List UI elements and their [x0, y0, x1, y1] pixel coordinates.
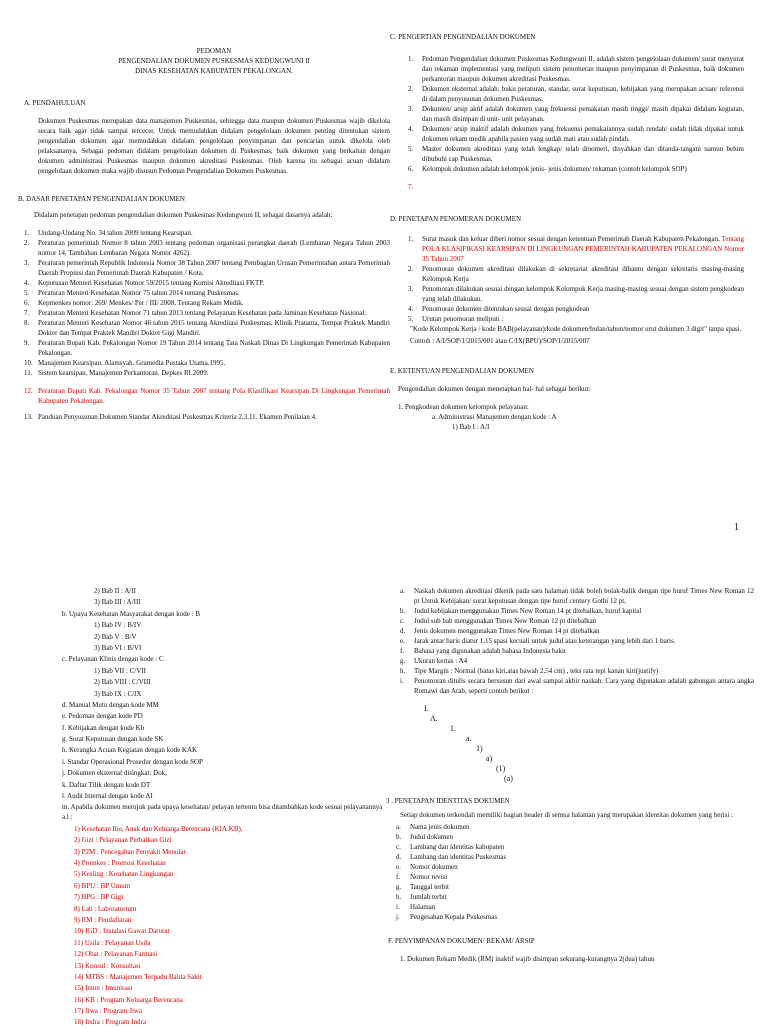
list-item-number: i.: [400, 677, 404, 685]
list-item: [396, 852, 754, 862]
list-item: [408, 144, 744, 164]
list-item: [400, 646, 754, 656]
left-column-page-2: [34, 586, 386, 1029]
section-d-heading: D. PENETAPAN PENOMERAN DOKUMEN: [390, 215, 522, 223]
list-item-number: 5.: [408, 315, 414, 323]
list-line: i. Standar Operasional Prosedur dengan kode SOP: [62, 757, 203, 766]
list-line: 12) Obat : Pelayanan Farmasi: [74, 950, 158, 959]
section-a-heading: A. PENDAHULUAN: [24, 99, 86, 107]
list-item-text: Judul kebijakan menggunakan Times New Roman 14 pt ditebalkan, huruf kapital: [414, 607, 642, 615]
list-item: [400, 626, 754, 636]
list-line: 7) BPG : BP Gigi: [74, 893, 124, 902]
list-item: [24, 318, 390, 338]
list-line: 14) MTBS : Manajemen Terpadu Balita Sakit: [74, 972, 202, 981]
list-item-number: 11.: [24, 369, 33, 377]
list-item-text: Judul dokumen: [410, 833, 453, 841]
list-item-text: Jenis dokumen menggunakan Times New Roman 14 pt ditebalkan: [414, 627, 600, 635]
list-item-number: 2.: [24, 239, 30, 247]
list-line: 16) KB : Program Keluarga Berencana: [74, 995, 183, 1004]
list-item-text: Jumlah terbit: [410, 893, 447, 901]
list-item: [396, 832, 754, 842]
list-line: j. Dokumen eksternal disingkat: Dok,: [62, 769, 167, 778]
section-3-heading: 3 . PENETAPAN IDENTITAS DOKUMEN: [386, 797, 510, 805]
list-item-text: Peraturan pemerintah Nomor 8 tahun 2003 tentang pedoman organisasi perangkat daerah (Lembaran Negara Tahun 2003 nomor 14, Tambahan Lembaran Negara Nomor 4262).: [38, 239, 390, 257]
list-item-text: Tanggal terbit: [410, 883, 449, 891]
list-item-text: Peraturan pemerintah Republik Indonesia Nomor 38 Tahun 2007 tentang Pembagian Urusan Pemerintahan antara Pemerintah Daerah Propinsi dan Pemerintah Daerah Kabupaten / Kota.: [38, 259, 390, 277]
list-item-number: a.: [396, 823, 401, 831]
section-b-item-13: 13. Panduan Penyusunan Dokumen Standar Akreditasi Puskesmas Kriteria 2.3.11. Ekamen Penilaian 4.: [24, 413, 317, 421]
list-item-number: h.: [400, 667, 406, 675]
list-item-number: 4.: [408, 305, 414, 313]
doc-title-line-2: PENGENDALIAN DOKUMEN PUSKESMAS KEDUNGWUNI II: [118, 57, 310, 65]
list-item: [408, 314, 744, 324]
list-line: 3) P2M : Pencegahan Penyakit Menular: [74, 847, 186, 856]
list-line: 15) Imun : Imunisasi: [74, 984, 133, 993]
list-line: 3) Bab III : A/III: [94, 598, 141, 607]
section-e-item-1a: a. Administrasi Manajemen dengan kode : A: [432, 413, 557, 421]
document-page-2: [0, 556, 768, 1027]
list-line: 1) Bab VII : C/VII: [94, 666, 146, 675]
section-d-item-1: 1. Surat masuk dan keluar diberi nomor sesuai dengan ketentuan Pemerintah Daerah Kabupaten Pekalongan, Tentang POLA KLASIFIKASI KEARSIPAN DI LINGKUNGAN PEMERINTAH KABUPATEN PEKALONGAN Nomor 35 Tahun 2007: [408, 235, 744, 263]
list-item-text: Urutan penomoran meliputi :: [422, 315, 504, 323]
list-item: [400, 656, 754, 666]
list-item: [396, 902, 754, 912]
list-item: [396, 842, 754, 852]
list-item-number: 6.: [24, 299, 30, 307]
list-item: [408, 284, 744, 304]
list-item: [24, 358, 390, 368]
list-item: [408, 304, 744, 314]
list-line: a): [486, 754, 493, 763]
list-line: d. Manual Mutu dengan kode MM: [62, 700, 159, 709]
list-line: 1): [476, 744, 483, 753]
list-line: 5) Kesling : Kesehatan Lingkungan: [74, 870, 174, 879]
list-item-text: Undang-Undang No. 34 tahun 2009 tentang Kearsipan.: [38, 229, 193, 237]
list-line: 18) Indra : Program Indra: [74, 1018, 146, 1027]
list-item-number: 10.: [24, 359, 33, 367]
list-line: 1.: [450, 724, 456, 733]
section-d-example: Contoh : A/I/SOP/1/2015/001 atau C/IX(BPU)/SOP/1/2015/007: [410, 337, 590, 345]
list-line: 13) Konsul : Konsultasi: [74, 961, 141, 970]
list-item: [396, 892, 754, 902]
section-c-list: [408, 54, 744, 174]
list-item-text: Judul sub bab menggunakan Times New Roman 12 pt ditebalkan: [414, 617, 597, 625]
list-line: 1) Kesehatan Ibu, Anak dan Keluarga Berencana (KIA.KB),: [74, 824, 243, 833]
list-item-text: Nomor dokumen: [410, 863, 458, 871]
list-item-text: Kelompok dokumen adalah kelompok jenis- jenis dokumen/ rekaman (contoh kelompok SOP): [422, 165, 687, 173]
list-item-text: Penomoran dokumen akreditasi dilakukan di sekretariat akreditasi dibantu dengan sekretaris masing-masing Kelompok Kerja: [422, 265, 744, 283]
list-item: [396, 862, 754, 872]
list-item: [400, 616, 754, 626]
page-number: 1: [734, 522, 739, 533]
section-b-item-12: 12. Peraturan Bupati Kab. Pekalongan Nomor 35 Tahun 2007 tentang Pola Klasifikasi Kearsipan Di Lingkungan Pemerintah Kabupaten Pekalongan.: [24, 387, 390, 405]
list-item: [400, 666, 754, 676]
section-b-list: [24, 228, 390, 378]
list-item-number: f.: [396, 873, 401, 881]
format-item-a: a. Naskah dokumen akreditasi diketik pada satu halaman tidak boleh bolak-balik dengan tipe huruf Times New Roman 12 pt Untuk Kebijakan/ surat keputusan dengan tipe huruf century Gothi 12 pt,: [400, 587, 754, 605]
list-item-text: Penomoran dilakukan sesuai dengan kelompok Kelompok Kerja masing-masing sesuai dengan sistem pengkodean yang telah dilakukan.: [422, 285, 744, 303]
list-item: [24, 288, 390, 298]
right-column-page-2: [386, 586, 754, 964]
list-item-text: Penomoran ditulis secara bersusun dari awal sampai akhir naskah. Cara yang digunakan adalah gabungan antara angka Romawi dan Arab, seperti contoh berikut :: [414, 677, 754, 695]
list-line: g. Surat Keputusan dengan kode SK: [62, 735, 164, 744]
list-item: [24, 278, 390, 288]
list-item: [408, 84, 744, 104]
list-line: 6) BPU : BP Umum: [74, 881, 131, 890]
left-column-page-1: [18, 46, 390, 422]
list-line: 11) Usila : Pelayanan Usila: [74, 938, 151, 947]
right-column-page-1: [390, 32, 744, 432]
section-e-item-1a1: 1) Bab I : A/I: [452, 423, 490, 431]
numbering-outline: [424, 704, 754, 784]
list-item-text: Dokumen/ arsip aktif adalah dokumen yang frekuensi pemakaian masih tinggi/ masih dipakai didalam kegiatan, dan masih disimpan di unit- unit pelayanan.: [422, 105, 744, 123]
list-item: [24, 238, 390, 258]
list-item-text: Tipe Margin : Normal (batas kiri,atas bawah 2,54 cm) , teks rata tepi kanan kiri(justify): [414, 667, 659, 675]
list-line: 10) IGD : Instalasi Gawat Darurat: [74, 927, 170, 936]
list-item-number: 5.: [24, 289, 30, 297]
list-item-number: 5.: [408, 145, 414, 153]
list-item: [408, 54, 744, 84]
list-item-text: Penomoran dokumen ditentukan sesuai dengan pengkodean: [422, 305, 590, 313]
list-item-text: Keputusan Menteri Kesehatan Nomor 59/2015 tentang Komisi Akreditasi FKTP.: [38, 279, 265, 287]
doc-title-line-1: PEDOMAN: [196, 47, 232, 55]
list-item: [24, 228, 390, 238]
list-item: [24, 258, 390, 278]
list-item: [24, 298, 390, 308]
list-item-text: Lambang dan identitas Puskesmas: [410, 853, 507, 861]
list-line: 2) Bab V : B/V: [94, 632, 137, 641]
list-line: e. Pedoman dengan kode PD: [62, 712, 143, 721]
section-e-item-1: 1. Pengkodean dokumen kelompok pelayanan:: [398, 403, 529, 411]
list-line: a.: [466, 734, 472, 743]
list-item-number: d.: [396, 853, 402, 861]
list-line: 3) Bab IX : C/IX: [94, 689, 142, 698]
list-item: [24, 338, 390, 358]
list-item: [400, 676, 754, 696]
list-item-number: e.: [400, 637, 405, 645]
list-item-text: Dokumen/ arsip inaktif adalah dokumen yang frekuensi pemakaiannya sudah rendah/ sudah tidak dipakai untuk dokumen rekam medik apabila pasien yang sudah mati atau sudah pindah.: [422, 125, 744, 143]
list-item-text: Sistem kearsipan. Manajemen Perkantoran. Depkes RI.2009.: [38, 369, 209, 377]
list-item: [408, 104, 744, 124]
list-item-text: Lambang dan identitas kabupaten: [410, 843, 505, 851]
list-item: [408, 264, 744, 284]
section-d-list: [408, 264, 744, 324]
section-b-heading: B. DASAR PENETAPAN PENGENDALIAN DOKUMEN: [18, 195, 185, 203]
format-rules-list: [400, 606, 754, 696]
list-item-number: c.: [400, 617, 405, 625]
list-item-text: Jarak antar baris diatur 1,15 spasi kecuali untuk judul atau keterangan yang lebih dari 1 baris.: [414, 637, 676, 645]
list-item-text: Kepmenkes nomor: 269/ Menkes/ Per / III/ 2008, Tentang Rekam Medik.: [38, 299, 244, 307]
list-item: [24, 308, 390, 318]
list-item-number: e.: [396, 863, 401, 871]
list-item-number: f.: [400, 647, 405, 655]
section-f-item-1: 1. Dokumen Rekam Medik (RM) inaktif wajib disimpan sekurang-kurangnya 2(dua) tahun: [400, 955, 655, 963]
list-item-number: 2.: [408, 85, 414, 93]
list-item-number: 7.: [24, 309, 30, 317]
list-item-text: Manajemen Kearsipan. Alamsyah. Gramedia Pustaka Utama.1995.: [38, 359, 226, 367]
list-item-number: 1.: [408, 55, 414, 63]
list-item-text: Nama jenis dokumen: [410, 823, 470, 831]
list-item-text: Peraturan Menteri Kesehatan Nomor 71 tahun 2013 tentang Pelayanan Kesehatan pada Jaminan Kesehatan Nasional.: [38, 309, 367, 317]
list-item-text: Pedoman Pengendalian dokumen Puskesmas Kedungwuni II, adalah sistem pengelolaan dokumen/ surat menyurat dan rekaman implementasi yang meliputi sistem penomeran maupun penyimpanan di Puskesmas, baik dokumen perkantoran maupun dokumen akreditasi Puskesmas.: [422, 55, 744, 83]
section-f-heading: F. PENYIMPANAN DOKUMEN/ REKAM/ ARSIP: [388, 937, 535, 945]
list-line: b. Upaya Kesehatan Masyarakat dengan kode : B: [62, 609, 201, 618]
list-line: f. Kebijakan dengan kode Kb: [62, 723, 145, 732]
list-item-number: 6.: [408, 165, 414, 173]
list-line: 2) Bab II : A/II: [94, 587, 136, 595]
list-line: m. Apabila dokumen merujuk pada upaya kesehatan/ pelayan tertentu bisa ditambahkan kode sesuai pelayanannya a.l :: [62, 803, 383, 822]
list-item-number: h.: [396, 893, 402, 901]
list-line: A.: [430, 714, 438, 723]
list-item: [396, 912, 754, 922]
list-line: h. Kerangka Acuan Kegiatan dengan kode KAK: [62, 746, 198, 755]
list-item-text: Peraturan Menteri Kesehatan Nomor 75 tahun 2014 tentang Puskesmas.: [38, 289, 240, 297]
list-item-number: b.: [396, 833, 402, 841]
list-item: [408, 164, 744, 174]
list-item-number: 2.: [408, 265, 414, 273]
list-item: [396, 872, 754, 882]
list-item: [396, 882, 754, 892]
section-e-intro: Pengendalian dokumen dengan menetapkan hal- hal sebagai berikut:: [398, 385, 591, 393]
list-item-number: 1.: [24, 229, 30, 237]
list-line: (a): [504, 774, 513, 783]
list-item-number: g.: [396, 883, 402, 891]
page-2-code-list: [34, 586, 386, 822]
section-e-heading: E. KETENTUAN PENGENDALIAN DOKUMEN: [390, 367, 534, 375]
list-line: 2) Gizi : Pelayanan Perbaikan Gizi: [74, 836, 172, 845]
list-line: 2) Bab VIII : C/VIII: [94, 678, 151, 687]
list-item-number: g.: [400, 657, 406, 665]
page-separator: [0, 540, 768, 556]
list-item-text: Halaman: [410, 903, 436, 911]
list-item-number: d.: [400, 627, 406, 635]
list-line: 4) Promkes : Promosi Kesehatan: [74, 858, 166, 867]
list-line: 9) RM : Pendaftaran: [74, 915, 132, 924]
list-item-text: Dokumen eksternal adalah: buku peraturan, standar, surat keputusan, kebijakan yang merupakan acuan/ referensi di dalam penyusunan dokumen Puskesmas.: [422, 85, 744, 103]
section-b-intro: Didalam penetapan pedoman pengendalian dokumen Puskesmas Kedungwuni II, sebagai dasarnya adalah:: [34, 211, 333, 219]
list-item-number: i.: [396, 903, 400, 911]
section-c-item-7: 7.: [408, 183, 414, 191]
list-item: [24, 368, 390, 378]
list-line: 3) Bab VI : B/VI: [94, 643, 142, 652]
list-line: c. Pelayanan Klinis dengan kode : C: [62, 655, 164, 664]
list-item-number: 3.: [408, 285, 414, 293]
list-item: [400, 606, 754, 616]
section-d-format: "Kode Kelompok Kerja / kode BAB(pelayanan)/kode dokumen/bulan/tahun/nomor urut dokumen 3 digit" tanpa spasi.: [410, 325, 742, 333]
list-item: [400, 636, 754, 646]
section-c-heading: C. PENGERTIAN PENGENDALIAN DOKUMEN: [390, 33, 536, 41]
list-item-number: 9.: [24, 339, 30, 347]
list-line: 1) Bab IV : B/IV: [94, 621, 142, 630]
list-item: [408, 124, 744, 144]
list-item-text: Bahasa yang digunakan adalah bahasa Indonesia baku: [414, 647, 566, 655]
list-item-number: 4.: [24, 279, 30, 287]
list-item: [396, 822, 754, 832]
list-line: k. Daftar Tilik dengan kode DT: [62, 780, 151, 789]
list-item-number: b.: [400, 607, 406, 615]
list-line: I.: [424, 704, 429, 713]
section-3-intro: Setiap dokumen terkendali memiliki bagian header di semua halaman yang merupakan identitas dokumen yang berisi :: [400, 811, 733, 819]
list-item-text: Pengesahan Kepala Puskesmas: [410, 913, 498, 921]
list-item-number: 3.: [24, 259, 30, 267]
list-item-text: Peraturan Bupati Kab. Pekalongan Nomor 19 Tahun 2014 tentang Tata Naskah Dinas Di Lingkungan Pemerintah Kabupaten Pekalongan.: [38, 339, 390, 357]
list-item-text: Ukuran kertas : A4: [414, 657, 468, 665]
list-item-text: Nomor revisi: [410, 873, 448, 881]
list-item-text: Peraturan Menteri Kesehatan Nomor 46 tahun 2015 tentang Akreditasi Puskesmas, Klinik Pratama, Tempat Praktek Mandiri Dokter dan Tempat Praktek Mandiri Dokter Gigi Mandiri.: [38, 319, 390, 337]
section-a-body: Dokumen Puskesmas merupakan data manajemen Puskesmas, sehingga data maupun dokumen Puskesmas wajib dikelola secara baik agar tidak sampai tercecer. Untuk memudahkan didalam pengelolaan dokumen penting ditentukan sistem pengendalian dokumen agar memudahkan didalam pengelolaan penyimpanan dan pencarian untuk dikelola oleh pelaksananya. Sebagai pedoman didalam pengelolaan dokumen di Puskesmas, baik dokumen yang berkaitan dengan dokumen administrasi Puskesmas maupun dokumen akreditasi Puskesmas. Oleh karena itu sebagai acuan didalam pengelolaan dokumen maka wajib disusun Pedoman Pengendalian Dokumen Puskesmas.: [38, 117, 390, 175]
list-item-number: 8.: [24, 319, 30, 327]
section-3-list: [396, 822, 754, 922]
doc-title-line-3: DINAS KESEHATAN KABUPATEN PEKALONGAN.: [135, 67, 293, 75]
service-code-list: [74, 824, 386, 1028]
list-line: 17) Jiwa : Program Jiwa: [74, 1007, 143, 1016]
list-line: 8) Lab : Laboratorium: [74, 904, 137, 913]
list-item-number: 3.: [408, 105, 414, 113]
list-item-number: j.: [396, 913, 400, 921]
list-line: (1): [496, 764, 506, 773]
list-item-number: 4.: [408, 125, 414, 133]
list-item-text: Master dokumen akreditasi yang telah lengkap/ telah dinomeri, disyahkan dan ditanda-tangani namun belum dibubuhi cap Puskesmas.: [422, 145, 744, 163]
list-item-number: c.: [396, 843, 401, 851]
list-line: l. Audit Internal dengan kode AI: [62, 792, 153, 801]
